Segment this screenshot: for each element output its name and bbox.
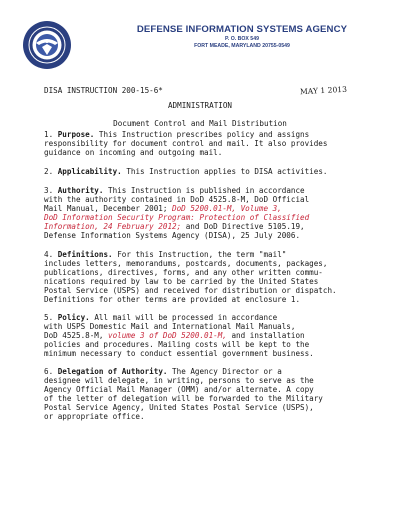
agency-letterhead [112,24,372,50]
paragraph-heading: Delegation of Authority. [57,367,168,376]
paragraph-text: or appropriate office. [44,411,145,421]
paragraph-heading: Definitions. [57,250,113,259]
paragraph-heading: Applicability. [57,167,122,176]
reference-link[interactable]: Information, 24 February 2012; [44,221,182,231]
paragraph-text: Defense Information Systems Agency (DISA), 25 July 2006. [44,230,301,240]
paragraph-heading: Authority. [57,186,104,195]
agency-address-line-2: FORT MEADE, MARYLAND 20755-0549 [194,43,290,49]
paragraph-text: The Agency Director or a [172,367,282,376]
paragraph-number: 6. [44,367,54,376]
paragraph-text: of the letter of delegation will be forwarded to the Military [44,393,323,403]
paragraph-text: Mail Manual, December 2001; [44,203,168,213]
paragraph-delegation [44,368,390,421]
paragraph-number: 2. [44,167,54,176]
paragraph-text: with the authority contained in DoD 4525.8-M, DoD Official [44,194,310,204]
date-stamp: MAY 1 2013 [299,84,348,97]
paragraph-policy [44,314,390,359]
paragraph-text: includes letters, memorandums, postcards, documents, packages, [44,258,328,268]
paragraph-text: with USPS Domestic Mail and International Mail Manuals, [44,321,296,331]
agency-name: DEFENSE INFORMATION SYSTEMS AGENCY [136,24,348,35]
paragraph-text: Agency Official Mail Manager (OMM) and/or alternate. A copy [44,384,314,394]
agency-address-line-1: P. O. BOX 549 [225,36,259,42]
paragraph-number: 4. [44,250,54,259]
paragraph-number: 3. [44,186,54,195]
paragraph-text: designee will delegate, in writing, persons to serve as the [44,375,314,385]
reference-link[interactable]: volume 3 of DoD 5200.01-M, [108,330,227,340]
paragraph-text: For this Instruction, the term "mail" [117,250,287,259]
paragraph-text: DoD 4525.8-M, [44,330,104,340]
paragraph-number: 5. [44,313,54,322]
paragraph-applicability [44,168,390,177]
instruction-number: DISA INSTRUCTION 200-15-6* [44,86,163,95]
paragraph-text: This Instruction is published in accordance [108,186,305,195]
paragraph-text: publications, directives, forms, and any other written commu- [44,267,323,277]
paragraph-text: Postal Service Agency, United States Postal Service (USPS), [44,402,314,412]
reference-link[interactable]: DoD 5200.01-M, Volume 3, [172,203,282,213]
paragraph-authority [44,187,390,240]
paragraph-text: and DoD Directive 5105.19, [185,221,305,231]
paragraph-text: guidance on incoming and outgoing mail. [44,147,223,157]
dod-disa-seal-icon [22,20,72,70]
paragraph-text: This Instruction prescribes policy and assigns [98,130,310,139]
paragraph-text: This Instruction applies to DISA activities. [126,167,328,176]
paragraph-number: 1. [44,130,54,139]
document-title: Document Control and Mail Distribution [113,119,287,128]
paragraph-text: responsibility for document control and mail. It also provides [44,138,328,148]
paragraph-heading: Policy. [57,313,90,322]
document-category: ADMINISTRATION [167,101,232,110]
paragraph-text: All mail will be processed in accordance [94,313,278,322]
paragraph-heading: Purpose. [57,130,95,139]
paragraph-definitions [44,251,390,304]
paragraph-text: minimum necessary to conduct essential government business. [44,348,314,358]
paragraph-text: Postal Service (USPS) and received for distribution or dispatch. [44,285,337,295]
paragraph-text: policies and procedures. Mailing costs will be kept to the [44,339,310,349]
paragraph-purpose [44,131,390,158]
reference-link[interactable]: DoD Information Security Program: Protection of Classified [44,212,310,222]
paragraph-text: and installation [231,330,305,340]
paragraph-text: Definitions for other terms are provided at enclosure 1. [44,294,301,304]
paragraph-text: nications required by law to be carried by the United States [44,276,319,286]
